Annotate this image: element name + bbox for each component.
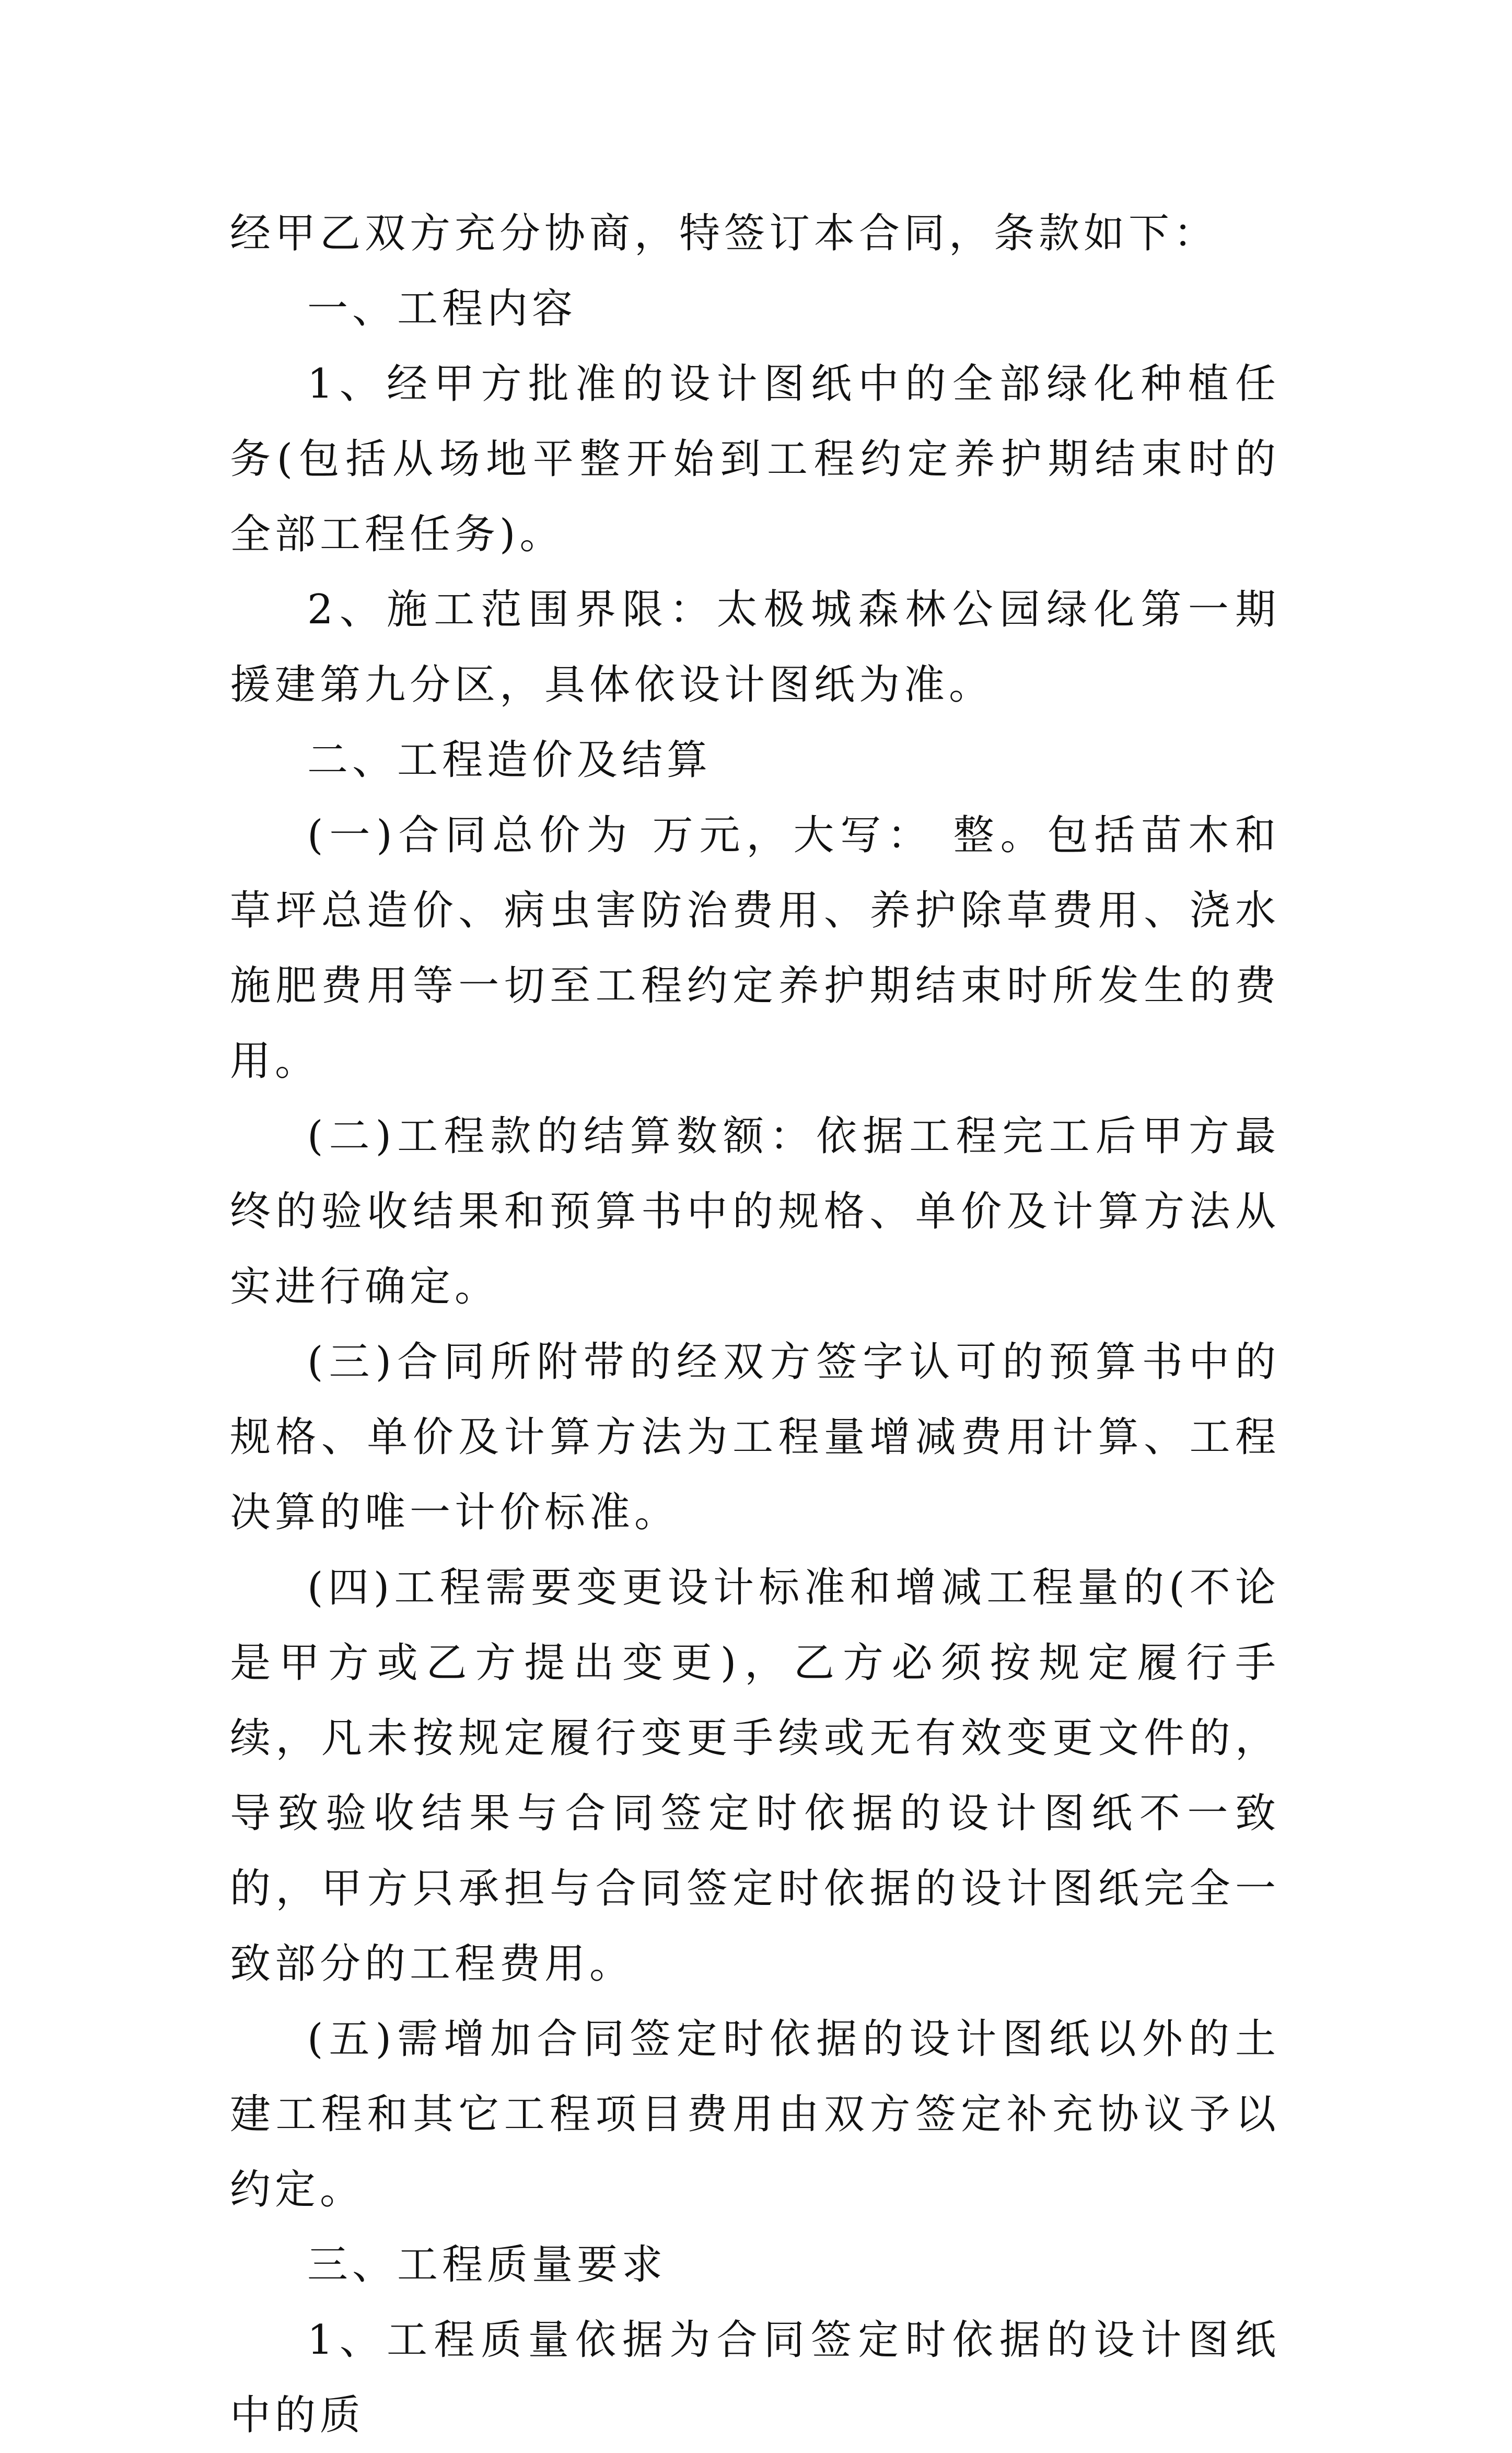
section-heading-project-content: 一、工程内容 [307, 285, 577, 332]
contract-body [230, 196, 1280, 2453]
clause-paragraph: (二)工程款的结算数额：依据工程完工后甲方最终的验收结果和预算书中的规格、单价及计算方法从实进行确定。 [230, 1113, 1280, 1310]
section-heading-cost-settlement: 二、工程造价及结算 [307, 737, 712, 784]
clause-paragraph: 1、经甲方批准的设计图纸中的全部绿化种植任务(包括从场地平整开始到工程约定养护期结束时的全部工程任务)。 [230, 361, 1280, 558]
clause-paragraph: (一)合同总价为 万元，大写： 整。包括苗木和草坪总造价、病虫害防治费用、养护除草费用、浇水施肥费用等一切至工程约定养护期结束时所发生的费用。 [230, 812, 1280, 1085]
clause-paragraph: 1、工程质量依据为合同签定时依据的设计图纸中的质 [230, 2317, 1280, 2439]
clause-paragraph: (三)合同所附带的经双方签字认可的预算书中的规格、单价及计算方法为工程量增减费用计算、工程决算的唯一计价标准。 [230, 1339, 1280, 1536]
clause-paragraph: (四)工程需要变更设计标准和增减工程量的(不论是甲方或乙方提出变更)，乙方必须按规定履行手续，凡未按规定履行变更手续或无有效变更文件的，导致验收结果与合同签定时依据的设计图纸不一致的，甲方只承担与合同签定时依据的设计图纸完全一致部分的工程费用。 [230, 1564, 1280, 1987]
intro-paragraph: 经甲乙双方充分协商，特签订本合同，条款如下： [230, 210, 1219, 257]
clause-paragraph: 2、施工范围界限：太极城森林公园绿化第一期援建第九分区，具体依设计图纸为准。 [230, 586, 1280, 708]
clause-paragraph: (五)需增加合同签定时依据的设计图纸以外的土建工程和其它工程项目费用由双方签定补充协议予以约定。 [230, 2016, 1280, 2213]
section-heading-quality-requirements: 三、工程质量要求 [307, 2241, 667, 2288]
